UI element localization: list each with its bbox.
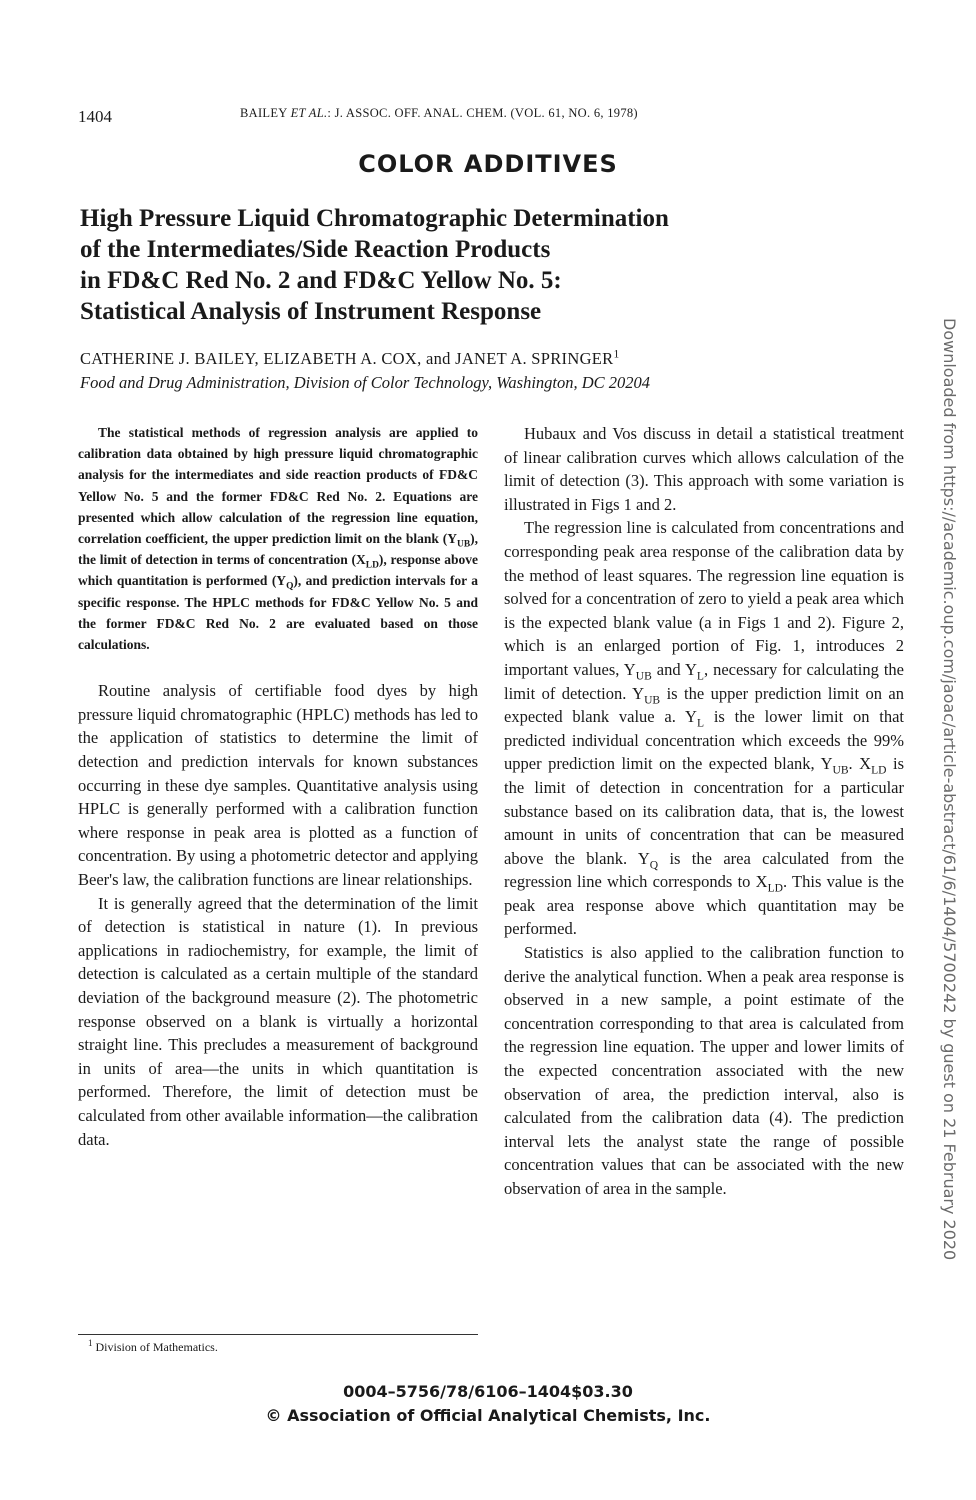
- abstract: The statistical methods of regression analysis are applied to calibration data obtained by high pressure liquid chromatographic analysis for the intermediates and side reaction products of FD&C Yellow No. 5 and the former FD&C Red No. 2. Equations are presented which allow calculation of the regression line equation, correlation coefficient, the upper prediction limit on the blank $(Y_{UB})$, the limit of detection in terms of concentration $(X_{LD})$, response above which quantitation is performed $(Y_Q)$, and prediction intervals for a specific response. The HPLC methods for FD&C Yellow No. 5 and the former FD&C Red No. 2 are evaluated based on those calculations.: [78, 425, 478, 653]
- title-line: of the Intermediates/Side Reaction Products: [80, 236, 551, 263]
- left-column: [78, 422, 478, 1151]
- right-column: [504, 422, 904, 1201]
- title-line: Statistical Analysis of Instrument Response: [80, 298, 542, 325]
- price-code: 0004–5756/78/6106–1404$03.30: [343, 1382, 633, 1401]
- footnote-mark: 1: [88, 1338, 93, 1348]
- footnote-divider: [78, 1334, 478, 1335]
- footnote-text: Division of Mathematics.: [92, 1340, 218, 1354]
- title-line: High Pressure Liquid Chromatographic Determination: [80, 205, 669, 232]
- title-line: in FD&C Red No. 2 and FD&C Yellow No. 5:: [80, 267, 562, 294]
- body-paragraph: Routine analysis of certifiable food dyes by high pressure liquid chromatographic (HPLC) methods has led to the application of statistics to determine the limit of detection and prediction intervals for known substances occurring in these dye samples. Quantitative analysis using HPLC is generally performed with a calibration function where response in peak area is plotted as a function of concentration. By using a photometric detector and applying Beer's law, the calibration functions are linear relationships.: [78, 681, 478, 889]
- body-paragraph: The regression line is calculated from concentrations and corresponding peak area response of the calibration data by the method of least squares. The regression line equation is solved for a concentration of zero to yield a peak area which is the expected blank value (a in Figs 1 and 2). Figure 2, which is an enlarged portion of Fig. 1, introduces 2 important values, $Y_{UB}$ and $Y_L$, necessary for calculating the limit of detection. $Y_{UB}$ is the upper prediction limit on an expected blank value a. $Y_L$ is the lower limit on that predicted individual concentration which exceeds the 99% upper prediction limit on the expected blank, $Y_{UB}$. $X_{LD}$ is the limit of detection in concentration for a particular substance based on its calibration data, that is, the lowest amount in units of concentration that can be measured above the blank. $Y_Q$ is the area calculated from the regression line which corresponds to $X_{LD}$. This value is the peak area response above which quantitation may be performed.: [504, 518, 905, 939]
- body-paragraph: Hubaux and Vos discuss in detail a statistical treatment of linear calibration curves which allows calculation of the limit of detection (3). This approach with some variation is illustrated in Figs 1 and 2.: [504, 424, 904, 514]
- running-head: [240, 106, 638, 121]
- author-footnote-mark: 1: [613, 348, 620, 361]
- running-head-prefix: BAILEY: [240, 106, 291, 120]
- footnote: [88, 1340, 218, 1355]
- section-title: COLOR ADDITIVES: [358, 150, 618, 178]
- running-head-etal: ET AL.: [290, 106, 328, 120]
- authors: [80, 349, 620, 369]
- body-paragraph: It is generally agreed that the determination of the limit of detection is statistical in nature (1). In previous applications in radiochemistry, for example, the limit of detection is calculated as a certain multiple of the standard deviation of the background measure (2). The photometric response observed on a blank is virtually a horizontal straight line. This precludes a measurement of background in units of area—the units in which quantitation is performed. Therefore, the limit of detection must be calculated from other available information—the calibration data.: [78, 893, 478, 1149]
- author-names: CATHERINE J. BAILEY, ELIZABETH A. COX, and JANET A. SPRINGER: [80, 349, 614, 368]
- download-watermark: Downloaded from https://academic.oup.com/jaoac/article-abstract/61/6/1404/5700242 by guest on 21 February 2020: [940, 318, 959, 1261]
- article-title: [80, 203, 860, 327]
- body-paragraph: Statistics is also applied to the calibration function to derive the analytical function. When a peak area response is observed in a new sample, a point estimate of the concentration corresponding to that area is calculated from the regression line equation. The upper and lower limits of the expected concentration associated with the new observation of area, the prediction interval, also is calculated from the calibration data (4). The prediction interval lets the analyst state the range of possible concentration values that can be associated with the new observation of area in the sample.: [504, 943, 904, 1198]
- copyright-line: © Association of Official Analytical Chemists, Inc.: [265, 1406, 711, 1425]
- running-head-rest: : J. ASSOC. OFF. ANAL. CHEM. (VOL. 61, NO. 6, 1978): [327, 106, 638, 120]
- page-number: 1404: [78, 107, 112, 126]
- affiliation: Food and Drug Administration, Division of Color Technology, Washington, DC 20204: [80, 373, 651, 392]
